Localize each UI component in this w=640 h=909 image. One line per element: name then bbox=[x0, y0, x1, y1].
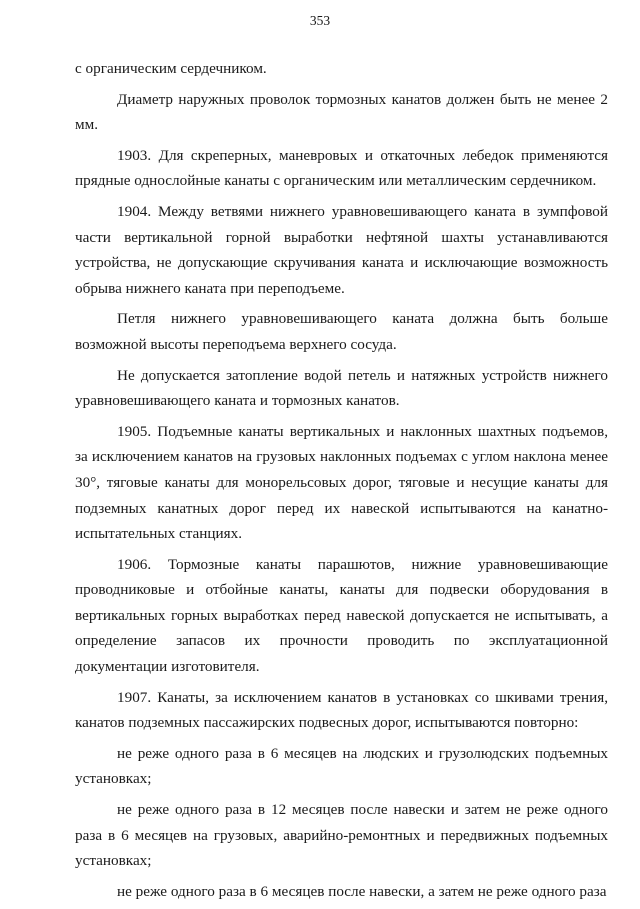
paragraph: 1905. Подъемные канаты вертикальных и наклонных шахтных подъемов, за исключением канатов на грузовых наклонных подъемах с углом наклона менее 30°, тяговые канаты для монорельсовых дорог, тяговые и несущие канаты для подземных канатных дорог перед их навеской испытываются на канатно-испытательных станциях. bbox=[75, 422, 608, 543]
paragraph: с органическим сердечником. bbox=[75, 60, 267, 77]
paragraph: не реже одного раза в 6 месяцев после навески, а затем не реже одного раза bbox=[117, 882, 607, 900]
page-number: 353 bbox=[309, 13, 331, 28]
paragraph: 1906. Тормозные канаты парашютов, нижние уравновешивающие проводниковые и отбойные канаты, канаты для подвески оборудования в вертикальных горных выработках перед навеской допускается не испытывать, а определение запасов их прочности проводить по эксплуатационной документации изготовителя. bbox=[75, 555, 608, 676]
paragraph: 1904. Между ветвями нижнего уравновешивающего каната в зумпфовой части вертикальной горной выработки нефтяной шахты устанавливаются устройства, не допускающие скручивания каната и исключающие возможность обрыва нижнего каната при переподъеме. bbox=[75, 202, 608, 297]
paragraph: 1903. Для скреперных, маневровых и откаточных лебедок применяются прядные однослойные канаты с органическим или металлическим сердечником. bbox=[75, 146, 608, 190]
paragraph: не реже одного раза в 6 месяцев на людских и грузолюдских подъемных установках; bbox=[75, 744, 608, 788]
paragraph: не реже одного раза в 12 месяцев после навески и затем не реже одного раза в 6 месяцев на грузовых, аварийно-ремонтных и передвижных подъемных установках; bbox=[75, 801, 608, 870]
paragraph: 1907. Канаты, за исключением канатов в установках со шкивами трения, канатов подземных пассажирских подвесных дорог, испытываются повторно: bbox=[75, 688, 608, 732]
document-body bbox=[75, 56, 608, 909]
paragraph: Петля нижнего уравновешивающего каната должна быть больше возможной высоты переподъема верхнего сосуда. bbox=[75, 310, 608, 353]
paragraph: Диаметр наружных проволок тормозных канатов должен быть не менее 2 мм. bbox=[75, 90, 608, 134]
paragraph: Не допускается затопление водой петель и натяжных устройств нижнего уравновешивающего каната и тормозных канатов. bbox=[75, 366, 608, 410]
